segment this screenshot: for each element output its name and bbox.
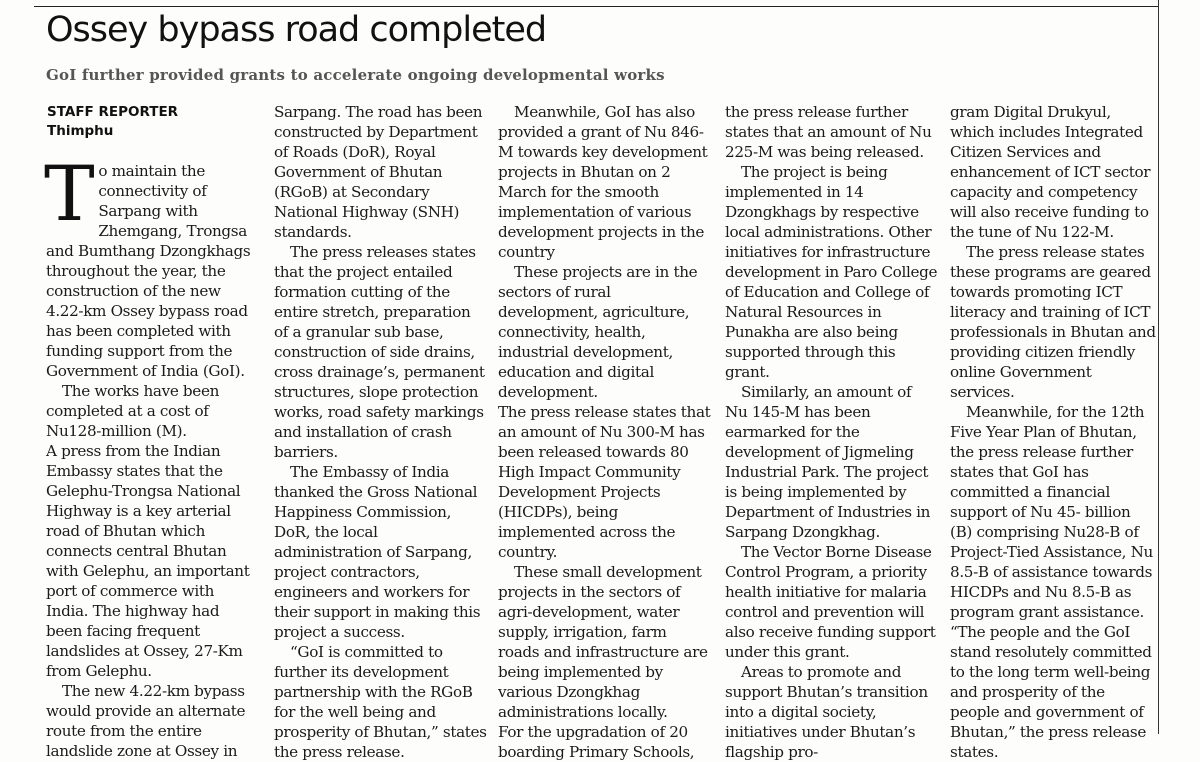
- headline: Ossey bypass road completed: [46, 10, 547, 50]
- article-column-1: [44, 149, 259, 760]
- byline: [47, 103, 178, 141]
- paragraph: These small development projects in the sectors of agri-development, water supply, irrigation, farm roads and infrastructure are being implemented by various Dzongkhag administrations locally.: [498, 563, 708, 721]
- paragraph: The press release states that an amount of Nu 300-M has been released towards 80 High Impact Community Development Projects (HICDPs), being implemented across the country.: [498, 403, 711, 561]
- paragraph: “GoI is committed to further its development partnership with the RGoB for the well being and prosperity of Bhutan,” states the press release.: [274, 643, 487, 761]
- paragraph: The new 4.22-km bypass would provide an alternate route from the entire landslide zone at Ossey in: [46, 682, 246, 760]
- paragraph: The Vector Borne Disease Control Program, a priority health initiative for malaria control and prevention will also receive funding support under this grant.: [725, 543, 936, 661]
- column-rule: [1158, 0, 1159, 734]
- paragraph: The Embassy of India thanked the Gross National Happiness Commission, DoR, the local administration of Sarpang, project contractors, engineers and workers for their support in making this project a success.: [274, 463, 481, 641]
- article-column-5: [950, 102, 1156, 761]
- paragraph: Sarpang. The road has been constructed by Department of Roads (DoR), Royal Government of Bhutan (RGoB) at Secondary National Highway (SNH) standards.: [274, 103, 483, 241]
- paragraph: Meanwhile, for the 12th Five Year Plan of Bhutan, the press release further states that GoI has committed a financial support of Nu 45- billion (B) comprising Nu28-B of Project-Tied Assistance, Nu 8.5-B of assistance towards HICDPs and Nu 8.5-B as program grant assistance.: [950, 403, 1153, 621]
- paragraph: These projects are in the sectors of rural development, agriculture, connectivity, health, industrial development, education and digital development.: [498, 263, 698, 401]
- paragraph: Areas to promote and support Bhutan’s transition into a digital society, initiatives under Bhutan’s flagship pro-: [725, 663, 928, 761]
- article-column-4: [725, 102, 938, 761]
- lead-paragraph-text: o maintain the connectivity of Sarpang with Zhemgang, Trongsa and Bumthang Dzongkhags throughout the year, the construction of the new 4.22-km Ossey bypass road has been completed with funding support from the Government of India (GoI).: [46, 162, 251, 380]
- byline-author: STAFF REPORTER: [47, 104, 179, 120]
- top-rule: [34, 6, 1158, 7]
- lead-paragraph: [44, 149, 259, 381]
- paragraph: The project is being implemented in 14 Dzongkhags by respective local administrations. Other initiatives for infrastructure development in Paro College of Education and College of Natural Resources in Punakha are also being supported through this grant.: [725, 163, 938, 381]
- article-column-2: [274, 102, 487, 761]
- paragraph: A press from the Indian Embassy states that the Gelephu-Trongsa National Highway is a key arterial road of Bhutan which connects central Bhutan with Gelephu, an important port of commerce with India. The highway had been facing frequent landslides at Ossey, 27-Km from Gelephu.: [46, 442, 250, 680]
- paragraph: For the upgradation of 20 boarding Primary Schools,: [498, 723, 695, 761]
- paragraph: “The people and the GoI stand resolutely committed to the long term well-being and prosperity of the people and government of Bhutan,” the press release states.: [950, 623, 1152, 761]
- paragraph: gram Digital Drukyul, which includes Integrated Citizen Services and enhancement of ICT sector capacity and competency will also receive funding to the tune of Nu 122-M.: [950, 103, 1151, 241]
- article-column-3: [498, 102, 711, 761]
- paragraph: Meanwhile, GoI has also provided a grant of Nu 846-M towards key development projects in Bhutan on 2 March for the smooth implementation of various development projects in the country: [498, 103, 708, 261]
- deck-subheadline: GoI further provided grants to accelerate ongoing developmental works: [46, 66, 665, 84]
- paragraph: The works have been completed at a cost of Nu128-million (M).: [46, 382, 220, 440]
- paragraph: the press release further states that an amount of Nu 225-M was being released.: [725, 103, 932, 161]
- byline-location: Thimphu: [47, 123, 114, 139]
- drop-cap: T: [44, 149, 95, 238]
- paragraph: The press release states these programs are geared towards promoting ICT literacy and training of ICT professionals in Bhutan and providing citizen friendly online Government services.: [950, 243, 1156, 401]
- paragraph: The press releases states that the project entailed formation cutting of the entire stretch, preparation of a granular sub base, construction of side drains, cross drainage’s, permanent structures, slope protection works, road safety markings and installation of crash barriers.: [274, 243, 485, 461]
- paragraph: Similarly, an amount of Nu 145-M has been earmarked for the development of Jigmeling Industrial Park. The project is being implemented by Department of Industries in Sarpang Dzongkhag.: [725, 383, 931, 541]
